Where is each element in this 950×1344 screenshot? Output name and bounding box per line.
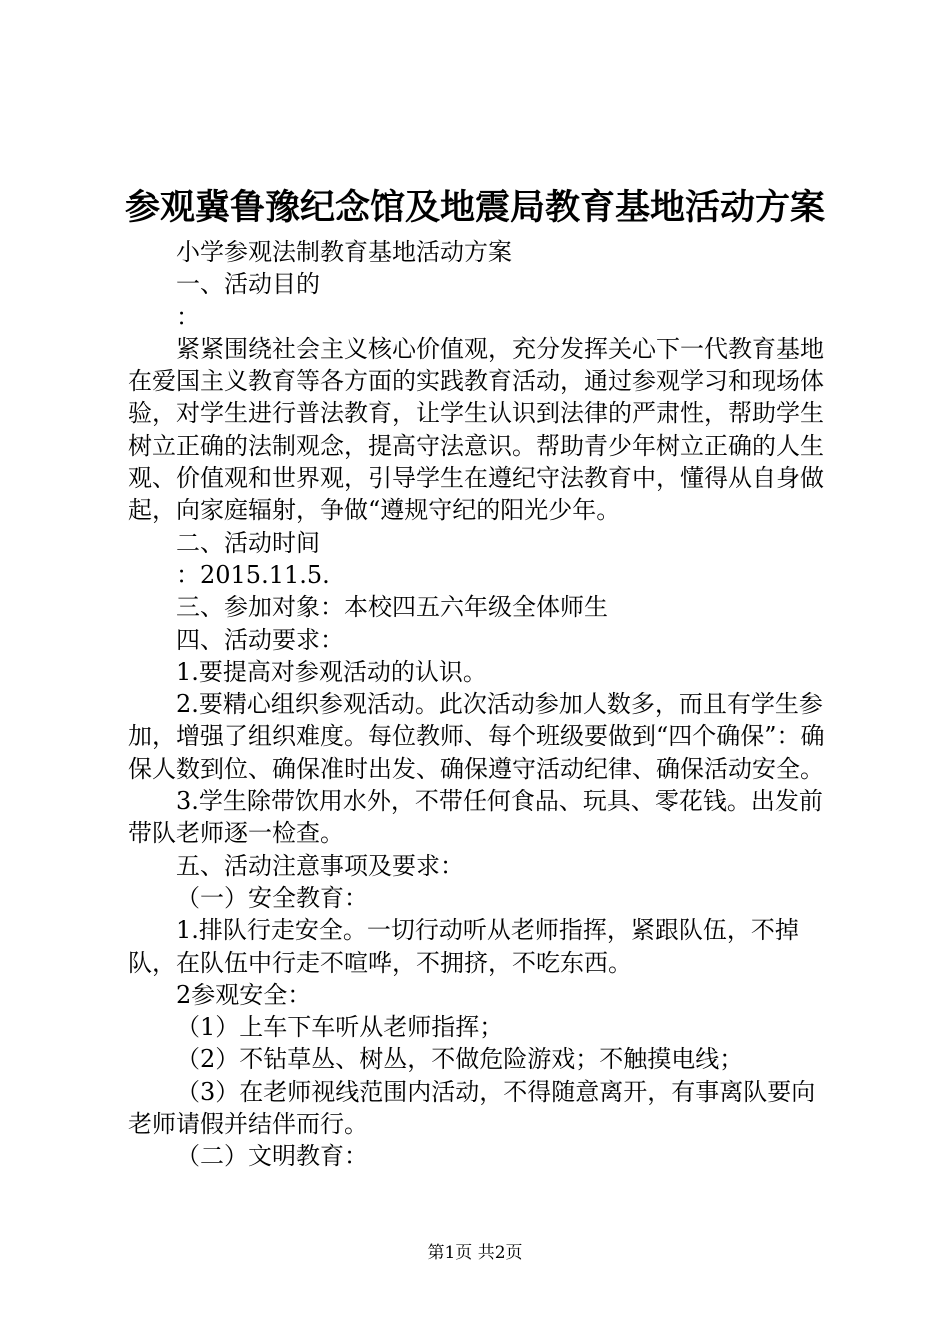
document-title: 参观冀鲁豫纪念馆及地震局教育基地活动方案	[124, 187, 825, 228]
paragraph-safety-2-1: （1）上车下车听从老师指挥；	[176, 1013, 504, 1042]
paragraph-heading-time: 二、活动时间	[176, 528, 320, 557]
paragraph-safety-2: 2参观安全：	[176, 980, 312, 1009]
paragraph-safety-heading: （一）安全教育：	[176, 883, 368, 912]
paragraph-safety-2-2: （2）不钻草丛、树丛，不做危险游戏；不触摸电线；	[176, 1045, 744, 1074]
paragraph-heading-notes: 五、活动注意事项及要求：	[176, 851, 464, 880]
page-footer	[0, 1241, 950, 1265]
paragraph-colon: ：	[176, 302, 200, 331]
page-number: 第1页	[427, 1243, 473, 1263]
paragraph-date: ：2015.11.5.	[176, 560, 330, 589]
document-body	[128, 236, 834, 1173]
paragraph-subtitle: 小学参观法制教育基地活动方案	[176, 238, 512, 266]
paragraph-heading-purpose: 一、活动目的	[176, 270, 320, 299]
paragraph-civility-heading: （二）文明教育：	[176, 1142, 368, 1171]
paragraph-heading-requirements: 四、活动要求：	[176, 625, 344, 654]
paragraph-requirement-2: 2.要精心组织参观活动。此次活动参加人数多，而且有学生参加，增强了组织难度。每位教师、每个班级要做到“四个确保”：确保人数到位、确保准时出发、确保遵守活动纪律、确保活动安全。	[128, 690, 825, 783]
paragraph-safety-2-3: （3）在老师视线范围内活动，不得随意离开，有事离队要向老师请假并结伴而行。	[128, 1077, 816, 1139]
paragraph-purpose-body: 紧紧围绕社会主义核心价值观，充分发挥关心下一代教育基地在爱国主义教育等各方面的实践教育活动，通过参观学习和现场体验，对学生进行普法教育，让学生认识到法律的严肃性，帮助学生树立正确的法制观念，提高守法意识。帮助青少年树立正确的人生观、价值观和世界观，引导学生在遵纪守法教育中，懂得从自身做起，向家庭辐射，争做“遵规守纪的阳光少年。	[128, 334, 824, 525]
paragraph-requirement-1: 1.要提高对参观活动的认识。	[176, 657, 487, 686]
paragraph-participants: 三、参加对象：本校四五六年级全体师生	[176, 593, 608, 622]
paragraph-requirement-3: 3.学生除带饮用水外，不带任何食品、玩具、零花钱。出发前带队老师逐一检查。	[128, 787, 823, 848]
page-total: 共2页	[477, 1243, 523, 1263]
paragraph-safety-1: 1.排队行走安全。一切行动听从老师指挥，紧跟队伍，不掉队，在队伍中行走不喧哗，不拥挤，不吃东西。	[128, 916, 799, 977]
